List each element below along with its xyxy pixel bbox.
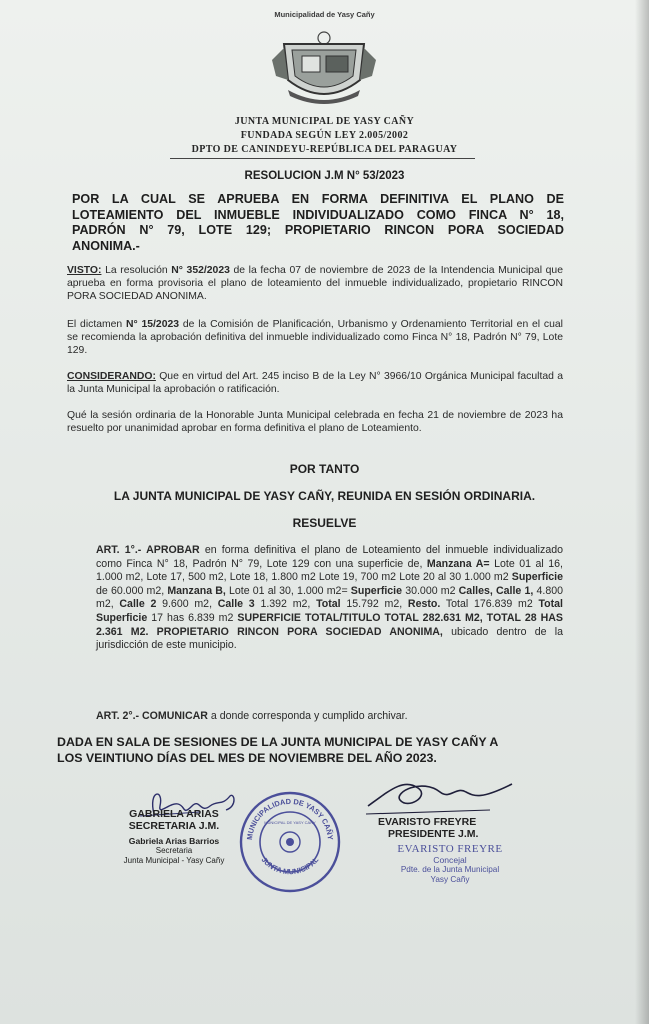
header-org-line1: JUNTA MUNICIPAL DE YASY CAÑY (234, 116, 415, 127)
art1-resto: Resto. (407, 598, 441, 611)
resolution-number: RESOLUCION J.M N° 53/2023 (244, 170, 405, 182)
visto-label: VISTO: (67, 265, 102, 276)
art1-superficie-total: SUPERFICIE TOTAL/TITULO TOTAL 282.631 M2, TOTAL 28 HAS 2.361 M2. PROPIETARIO RINCON PORA SOCIEDAD ANONIMA, (96, 611, 563, 638)
visto-paragraph (67, 264, 563, 303)
art1-text-x: ubicado dentro de la jurisdicción de este municipio. (96, 625, 563, 652)
dictamen-paragraph (67, 318, 563, 357)
presidente-stamp-name: EVARISTO FREYRE (397, 843, 503, 855)
junta-reunida-heading: LA JUNTA MUNICIPAL DE YASY CAÑY, REUNIDA EN SESIÓN ORDINARIA. (113, 489, 536, 503)
header-divider (170, 158, 475, 159)
art1-text-d: Lote 01 al 16, 1.000 m2, Lote 17, 500 m2, Lote 18, 1.800 m2 Lote 19, 700 m2 Lote 20 al 30 1.000 m2 (96, 557, 563, 584)
por-tanto-heading: POR TANTO (289, 462, 360, 476)
considerando-paragraph (67, 370, 563, 396)
visto-text-1: La resolución (101, 265, 172, 276)
dictamen-text-1: El dictamen (67, 319, 127, 330)
considerando-label: CONSIDERANDO: (67, 371, 156, 382)
header-top-label: Municipalidad de Yasy Cañy (274, 10, 375, 19)
art1-calle-3: Calle 3 (217, 598, 255, 611)
art1-calles: Calles, Calle 1, (458, 584, 534, 597)
presidente-name: EVARISTO FREYRE (378, 816, 477, 828)
art1-text-v: 17 has 6.839 m2 (147, 611, 238, 624)
art1-total: Total (316, 598, 341, 611)
art1-text-n: 9.600 m2, (156, 598, 218, 611)
subject-line-2: LOTEAMIENTO DEL INMUEBLE INDIVIDUALIZADO COMO FINCA N° 18, (72, 207, 564, 222)
dada-line-1: DADA EN SALA DE SESIONES DE LA JUNTA MUNICIPAL DE YASY CAÑY A (57, 735, 499, 749)
art1-total-superficie: Total Superficie (96, 598, 563, 624)
art1-manzana-b: Manzana B, (167, 584, 226, 597)
header-org-line3: DPTO DE CANINDEYU-REPÚBLICA DEL PARAGUAY (191, 144, 458, 155)
presidente-signature-block (372, 816, 512, 840)
considerando-text: Que en virtud del Art. 245 inciso B de la Ley N° 3966/10 Orgánica Municipal facultad a la Junta Municipal la aprobación o ratificación. (67, 371, 563, 395)
art2-label: ART. 2°.- COMUNICAR (96, 710, 208, 722)
dada-line-2: LOS VEINTIUNO DÍAS DEL MES DE NOVIEMBRE DEL AÑO 2023. (57, 750, 437, 765)
resuelve-heading: RESUELVE (292, 516, 357, 530)
presidente-signature (360, 770, 520, 822)
art2-text: a donde corresponda y cumplido archivar. (207, 710, 408, 722)
dictamen-number: N° 15/2023 (126, 319, 180, 330)
art1-text-p: 1.392 m2, (254, 598, 317, 611)
art1-superficie-1: Superficie (511, 571, 563, 584)
que-paragraph (67, 409, 563, 435)
art1-text-f: de 60.000 m2, (96, 584, 168, 597)
visto-resolution-number: N° 352/2023 (171, 265, 230, 276)
municipal-coat-of-arms (268, 30, 380, 110)
secretaria-stamp-name: Gabriela Arias Barrios (128, 836, 220, 846)
presidente-stamp-role: Concejal (433, 855, 467, 865)
secretaria-name: GABRIELA ARIAS (129, 808, 219, 820)
secretaria-role: SECRETARIA J.M. (128, 820, 220, 832)
art1-text-b: en forma definitiva el plano de Loteamiento del inmueble individualizado como Finca N° 18, Padrón N° 79, Lote 129 con una superficie de, (96, 544, 563, 570)
municipal-seal-stamp (238, 790, 342, 894)
art1-text-t: Total 176.839 m2 (440, 598, 539, 611)
art1-text-j: 30.000 m2 (402, 584, 459, 597)
dada-paragraph (57, 735, 567, 766)
art1-superficie-2: Superficie (350, 584, 403, 597)
art1-label: ART. 1°.- APROBAR (96, 544, 200, 556)
subject-line-3: PADRÓN N° 79, LOTE 129; PROPIETARIO RINCON PORA SOCIEDAD (72, 223, 564, 237)
que-text: Qué la sesión ordinaria de la Honorable Junta Municipal celebrada en fecha 21 de noviembre de 2023 ha resuelto por unanimidad aprobar en forma definitiva el plano de Loteamiento. (67, 410, 563, 434)
seal-outer-top-text: MUNICIPALIDAD DE YASY CAÑY (244, 796, 335, 841)
article-2 (96, 710, 563, 723)
art1-text-h: Lote 01 al 30, 1.000 m2= (225, 584, 351, 597)
article-1 (96, 544, 563, 653)
art1-calle-2: Calle 2 (119, 598, 157, 611)
header-org-line2: FUNDADA SEGÚN LEY 2.005/2002 (240, 130, 409, 141)
dictamen-text-2: de la Comisión de Planificación, Urbanismo y Ordenamiento Territorial en el cual se recomienda la aprobación definitiva del inmueble individualizado como Finca N° 18, Padrón N° 79, Lote 129. (67, 319, 563, 356)
seal-outer-bottom-text: JUNTA MUNICIPAL (259, 855, 321, 877)
secretaria-stamp-org: Junta Municipal - Yasy Cañy (123, 856, 225, 865)
presidente-stamp-org-1: Pdte. de la Junta Municipal (400, 865, 500, 874)
seal-inner-text: MUNICIPAL DE YASY CAÑY (264, 820, 316, 825)
visto-text-2: de la fecha 07 de noviembre de 2023 de la Intendencia Municipal que aprueba en forma provisoria el plano de loteamiento del inmueble individualizado, propietario RINCON PORA SOCIEDAD ANONIMA. (67, 265, 563, 302)
art1-text-r: 15.792 m2, (340, 598, 408, 611)
subject-line-1: POR LA CUAL SE APRUEBA EN FORMA DEFINITIVA EL PLANO DE (72, 192, 564, 206)
presidente-stamp-org-2: Yasy Cañy (430, 875, 470, 884)
presidente-role: PRESIDENTE J.M. (388, 828, 479, 840)
subject-line-4: ANONIMA.- (72, 238, 140, 253)
art1-text-l: 4.800 m2, (96, 584, 563, 611)
resolution-subject (72, 192, 564, 254)
secretaria-stamp-role: Secretaria (155, 846, 193, 855)
svg-text:JUNTA MUNICIPAL (260, 855, 321, 876)
secretaria-signature-block (104, 808, 244, 866)
presidente-stamp (380, 843, 520, 885)
art1-manzana-a: Manzana A= (426, 557, 490, 570)
